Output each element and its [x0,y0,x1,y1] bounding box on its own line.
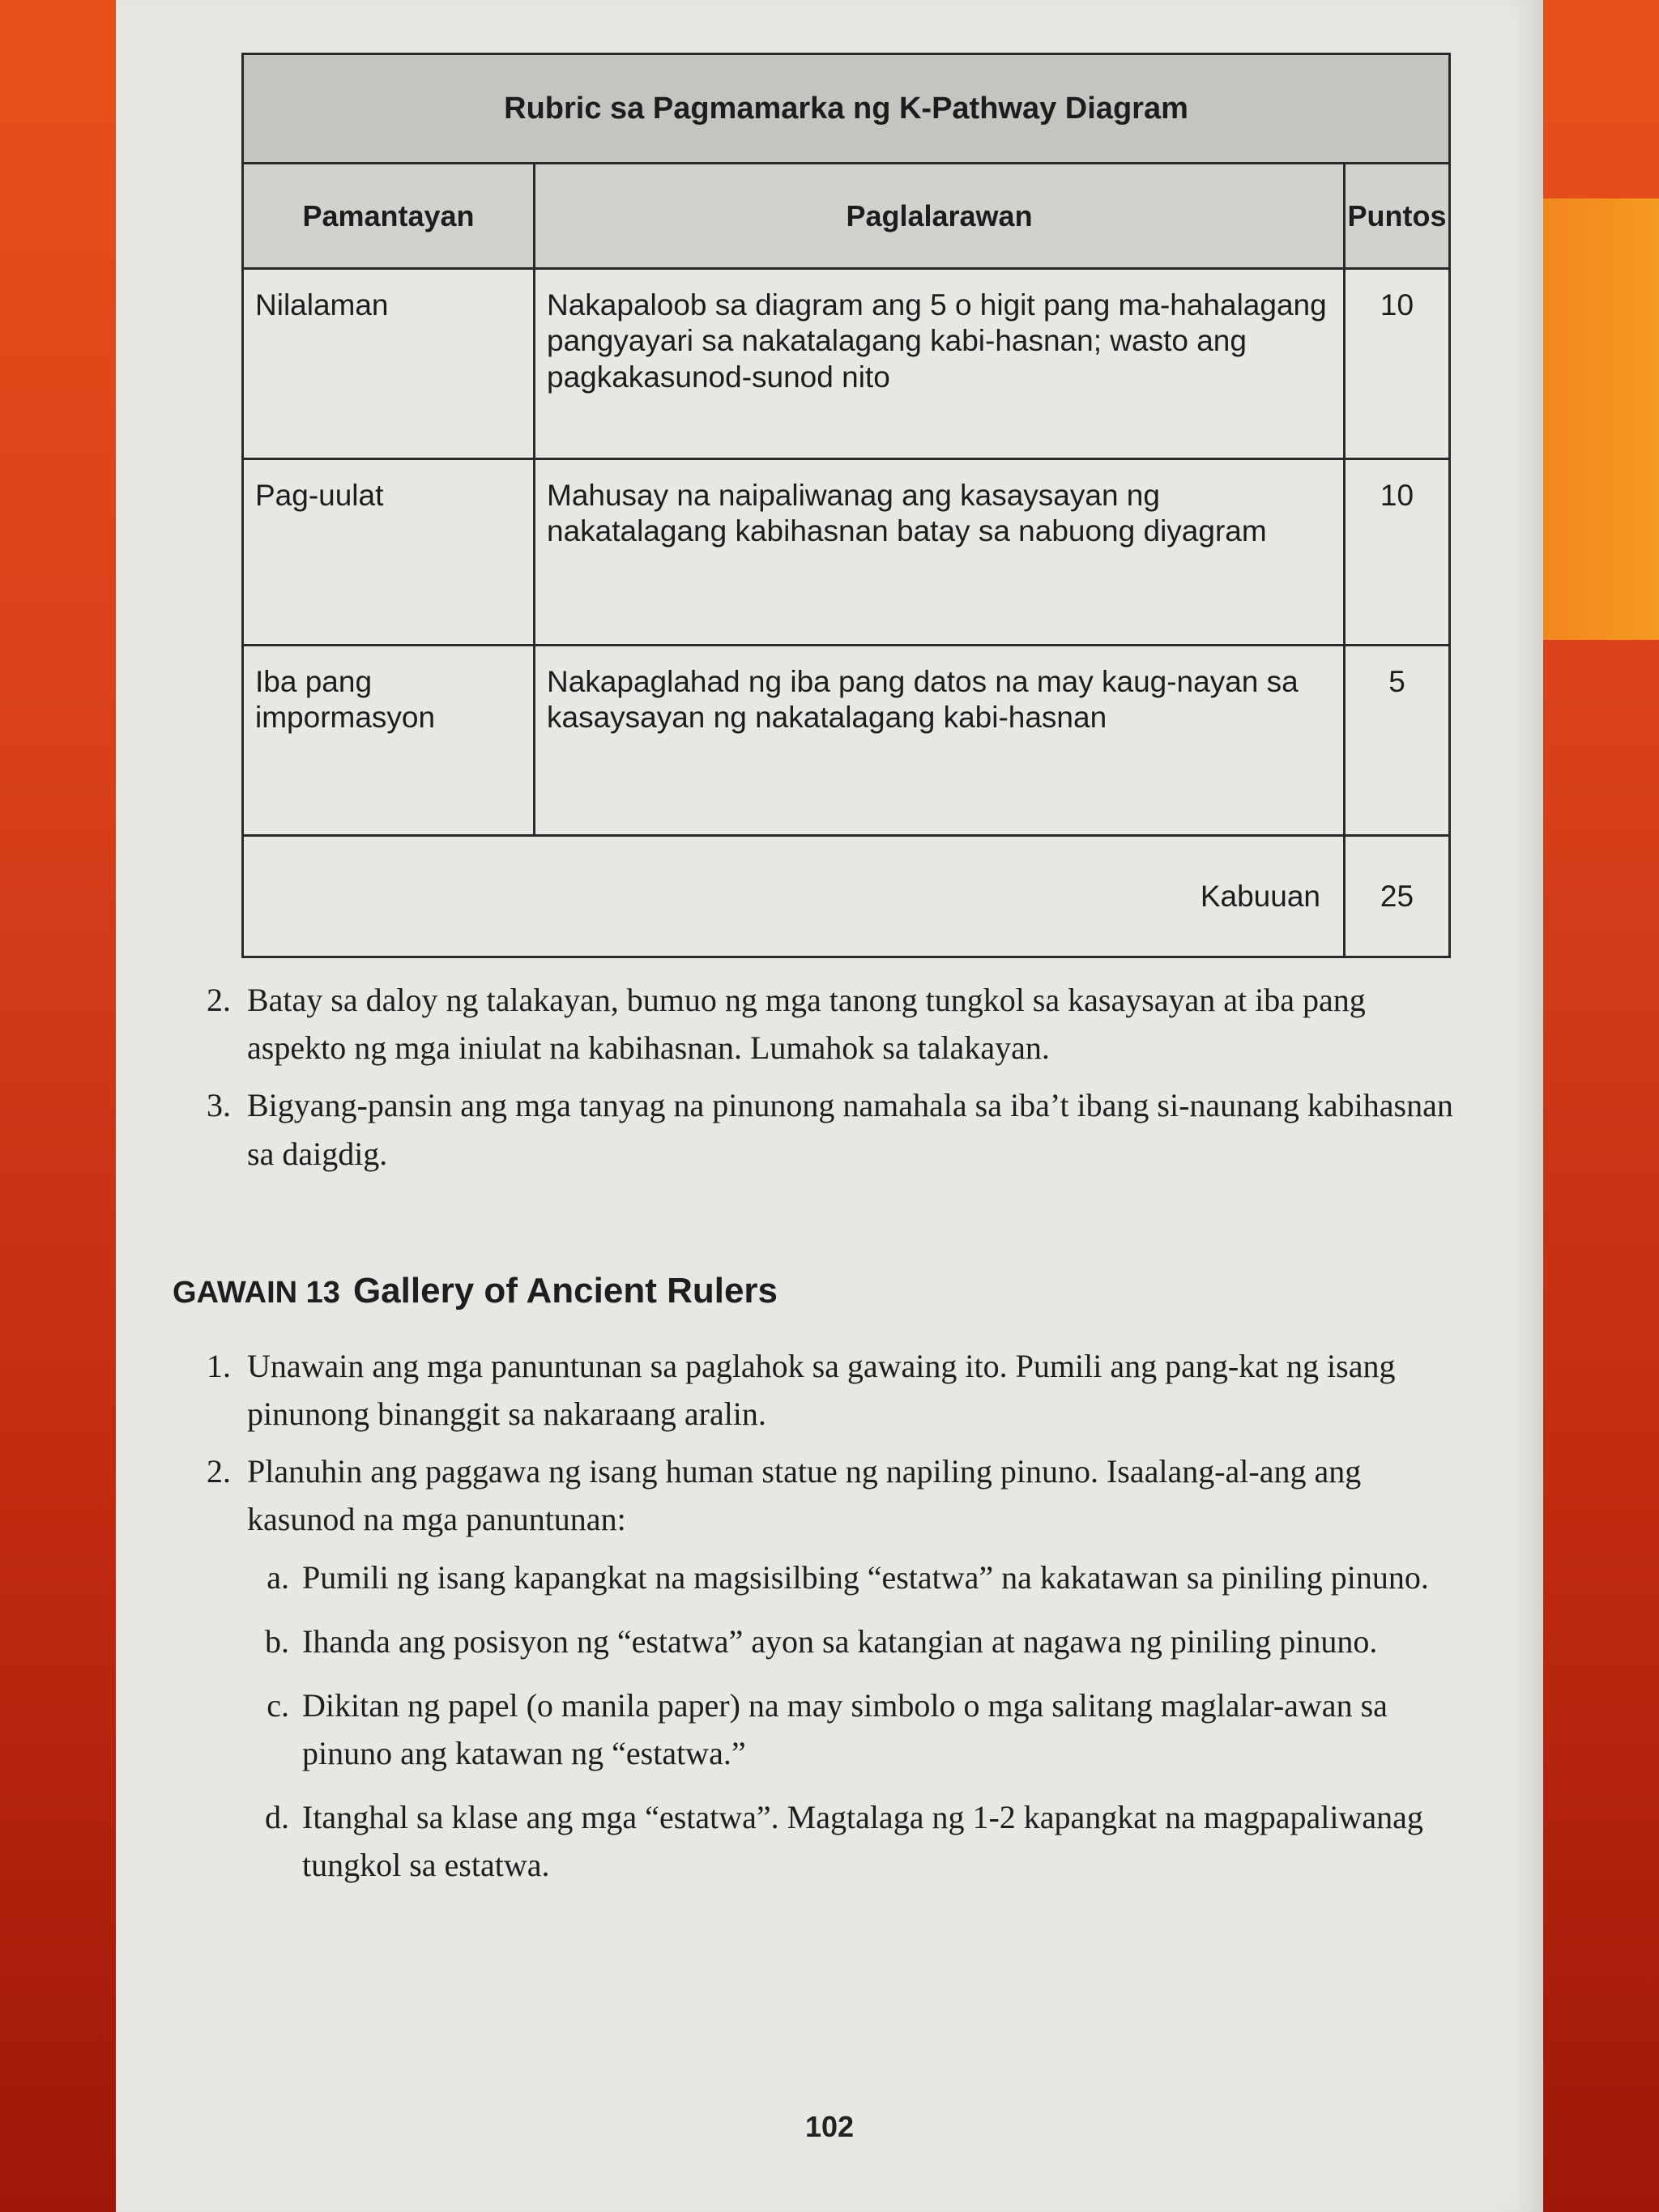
item-letter: b. [265,1622,289,1660]
points-cell: 5 [1345,646,1450,836]
header-points: Puntos [1345,164,1450,269]
page-number: 102 [804,2110,855,2143]
item-letter: a. [267,1558,289,1596]
criterion-cell: Pag-uulat [243,459,535,646]
sub-list-item [231,1681,1469,1777]
points-cell: 10 [1345,459,1450,646]
item-text: Bigyang-pansin ang mga tanyag na pinunong namahala sa iba’t ibang si-naunang kabihasnan sa daigdig. [247,1087,1453,1172]
sub-list-item [231,1554,1469,1601]
criterion-cell: Iba pang impormasyon [243,646,535,836]
total-value: 25 [1345,836,1450,957]
description-cell: Mahusay na naipaliwanag ang kasaysayan ng nakatalagang kabihasnan batay sa nabuong diyagram [535,459,1345,646]
item-number: 1. [207,1347,231,1384]
item-text: Batay sa daloy ng talakayan, bumuo ng mga tanong tungkol sa kasaysayan at iba pang aspekto ng mga iniulat na kabihasnan. Lumahok sa talakayan. [247,982,1366,1067]
sub-list-item [231,1793,1469,1889]
list-item [173,1342,1469,1438]
section-heading [173,1271,1469,1311]
item-number: 3. [207,1087,231,1124]
rubric-table [241,53,1451,958]
table-row [243,459,1450,646]
item-text: Ihanda ang posisyon ng “estatwa” ayon sa katangian at nagawa ng piniling pinuno. [302,1622,1378,1660]
total-label: Kabuuan [243,836,1345,957]
item-number: 2. [207,982,231,1018]
criterion-cell: Nilalaman [243,269,535,459]
list-item [173,1081,1469,1177]
section-title: Gallery of Ancient Rulers [352,1270,778,1311]
item-text: Planuhin ang paggawa ng isang human statue ng napiling pinuno. Isaalang-al-ang ang kasunod na mga panuntunan: [247,1453,1362,1538]
orange-accent-bar [1543,198,1659,640]
section-label: GAWAIN 13 [173,1275,340,1310]
book-page [116,0,1543,2212]
item-number: 2. [207,1453,231,1490]
rubric-title: Rubric sa Pagmamarka ng K-Pathway Diagram [243,54,1450,164]
item-text: Pumili ng isang kapangkat na magsisilbing “estatwa” na kakatawan sa piniling pinuno. [302,1558,1429,1596]
header-description: Paglalarawan [535,164,1345,269]
item-letter: d. [265,1799,289,1836]
sub-list-item [231,1617,1469,1665]
item-letter: c. [267,1686,289,1724]
list-item [173,976,1469,1072]
points-cell: 10 [1345,269,1450,459]
total-row [243,836,1450,957]
description-cell: Nakapaloob sa diagram ang 5 o higit pang ma-hahalagang pangyayari sa nakatalagang kabi-hasnan; wasto ang pagkakasunod-sunod nito [535,269,1345,459]
list-item [173,1447,1469,1543]
item-text: Unawain ang mga panuntunan sa paglahok sa gawaing ito. Pumili ang pang-kat ng isang pinunong binanggit sa nakaraang aralin. [247,1347,1396,1432]
item-text: Itanghal sa klase ang mga “estatwa”. Magtalaga ng 1-2 kapangkat na magpapaliwanag tungkol sa estatwa. [302,1799,1423,1884]
table-row [243,646,1450,836]
item-text: Dikitan ng papel (o manila paper) na may simbolo o mga salitang maglalar-awan sa pinuno ang katawan ng “estatwa.” [302,1686,1388,1772]
table-row [243,269,1450,459]
page-content [173,976,1469,1906]
header-criterion: Pamantayan [243,164,535,269]
description-cell: Nakapaglahad ng iba pang datos na may kaug-nayan sa kasaysayan ng nakatalagang kabi-hasnan [535,646,1345,836]
